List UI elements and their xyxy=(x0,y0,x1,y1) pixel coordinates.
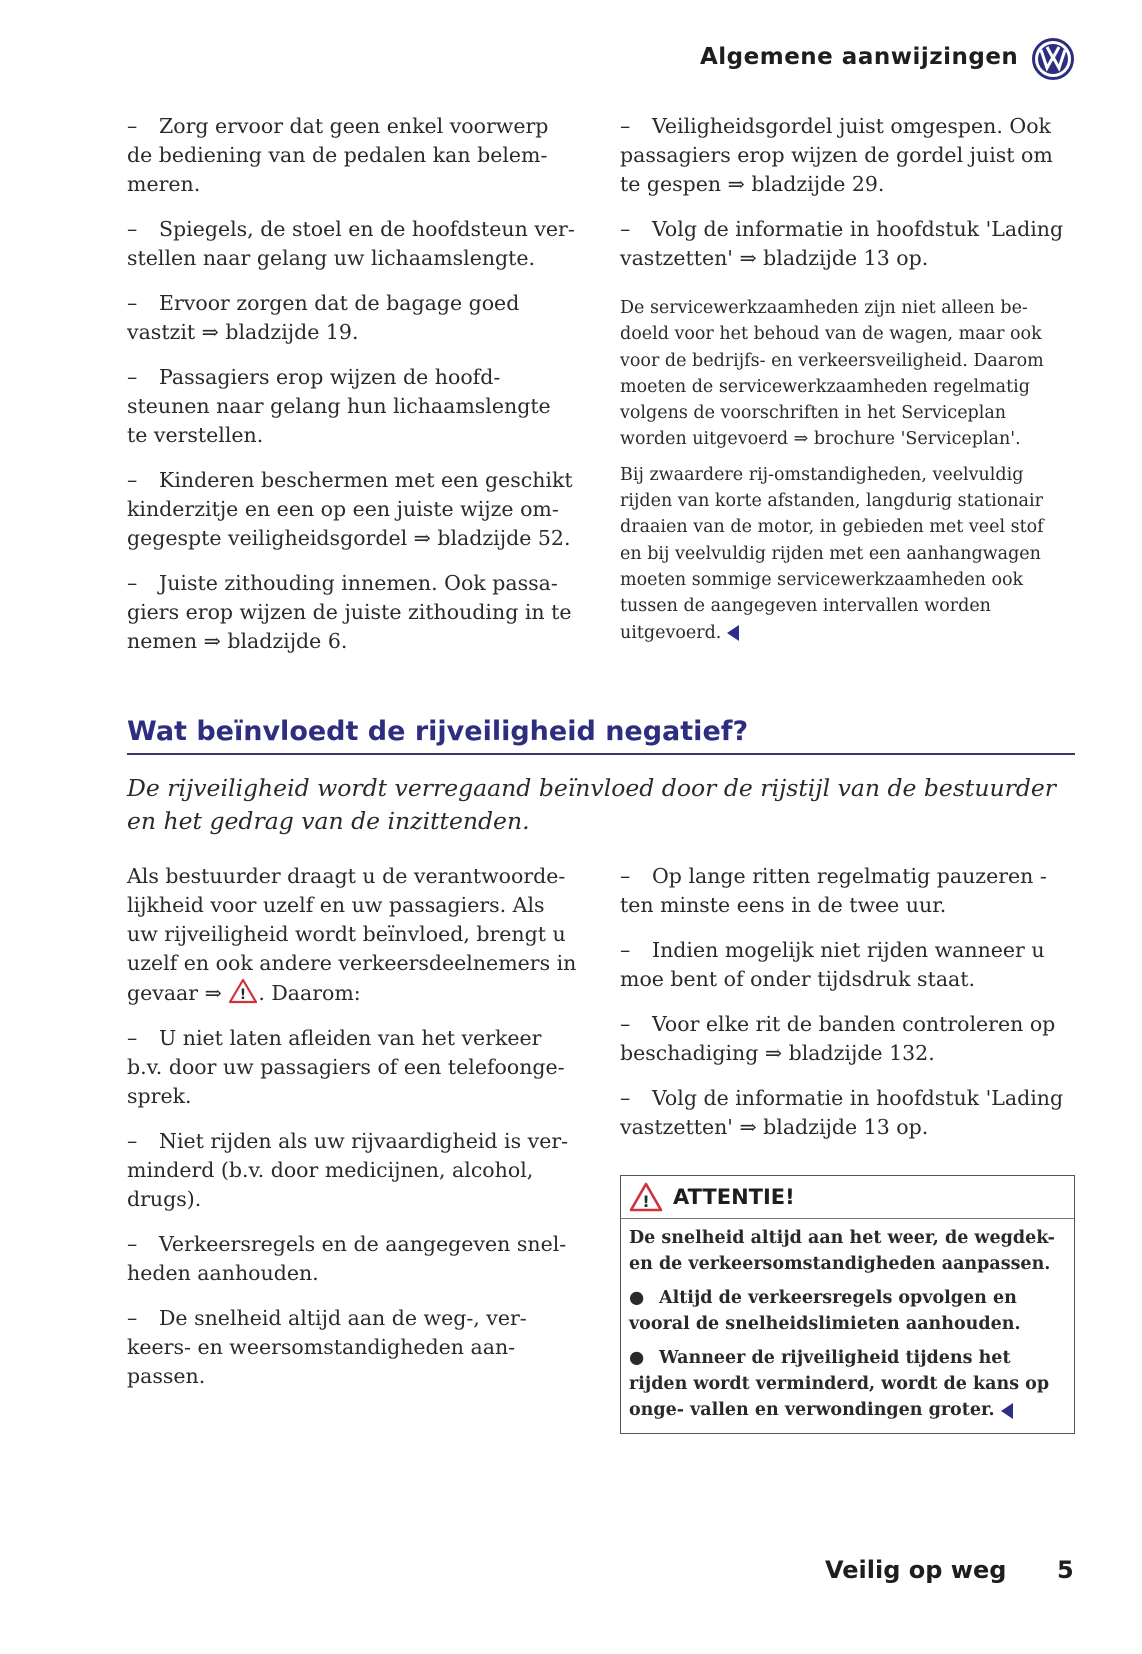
list-item: – Kinderen beschermen met een geschikt kinderzitje en een op een juiste wijze om- gegespte veiligheidsgordel ⇒ bladzijde 52. xyxy=(127,468,573,550)
list-item: – Spiegels, de stoel en de hoofdsteun ver- stellen naar gelang uw lichaamslengte. xyxy=(127,217,575,270)
list-item: – Juiste zithouding innemen. Ook passa- giers erop wijzen de juiste zithouding in te nemen ⇒ bladzijde 6. xyxy=(127,571,572,653)
list-item: – Niet rijden als uw rijvaardigheid is ver- minderd (b.v. door medicijnen, alcohol, drugs). xyxy=(127,1129,569,1211)
top-right-column xyxy=(620,112,1070,655)
list-item: – Veiligheidsgordel juist omgespen. Ook passagiers erop wijzen de gordel juist om te gespen ⇒ bladzijde 29. xyxy=(620,114,1053,196)
list-item: – Ervoor zorgen dat de bagage goed vastzit ⇒ bladzijde 19. xyxy=(127,291,520,344)
vw-logo-icon xyxy=(1032,38,1074,80)
service-note: De servicewerkzaamheden zijn niet alleen be- doeld voor het behoud van de wagen, maar ook voor de bedrijfs- en verkeersveiligheid. Daarom moeten de servicewerkzaamheden regelmatig volgens de voorschriften in het Serviceplan worden uitgevoerd ⇒ brochure 'Serviceplan'. xyxy=(620,298,1044,450)
list-item: – Voor elke rit de banden controleren op beschadiging ⇒ bladzijde 132. xyxy=(620,1012,1056,1065)
attentie-bullet: ● Altijd de verkeersregels opvolgen en vooral de snelheidslimieten aanhouden. xyxy=(629,1285,1066,1337)
svg-text:!: ! xyxy=(240,987,247,1003)
list-item: – Volg de informatie in hoofdstuk 'Lading vastzetten' ⇒ bladzijde 13 op. xyxy=(620,217,1064,270)
list-item: – Op lange ritten regelmatig pauzeren - ten minste eens in de twee uur. xyxy=(620,864,1047,917)
attentie-intro: De snelheid altijd aan het weer, de wegdek- en de verkeersomstandigheden aanpassen. xyxy=(629,1228,1055,1274)
list-item: – Zorg ervoor dat geen enkel voorwerp de bediening van de pedalen kan belem- meren. xyxy=(127,114,549,196)
section-title: Wat beïnvloedt de rijveiligheid negatief? xyxy=(127,716,1075,755)
attentie-bullet: ● Wanneer de rijveiligheid tijdens het rijden wordt verminderd, wordt de kans op onge- vallen en verwondingen groter. xyxy=(629,1345,1066,1423)
end-of-section-icon xyxy=(727,625,739,641)
list-item: – Verkeersregels en de aangegeven snel- heden aanhouden. xyxy=(127,1232,567,1285)
attentie-body xyxy=(621,1219,1074,1433)
lead-paragraph: Als bestuurder draagt u de verantwoorde- lijkheid voor uzelf en uw passagiers. Als uw rijveiligheid wordt beïnvloed, brengt u uzelf en ook andere verkeersdeelnemers in gevaar ⇒ ! . Daarom: xyxy=(127,864,577,1005)
page-header xyxy=(0,38,1142,88)
attentie-header xyxy=(621,1176,1074,1219)
footer-chapter-title: Veilig op weg xyxy=(825,1556,1007,1584)
svg-text:!: ! xyxy=(642,1192,650,1211)
section-intro: De rijveiligheid wordt verregaand beïnvloed door de rijstijl van de bestuurder en het gedrag van de inzittenden. xyxy=(127,774,1057,835)
bottom-left-column xyxy=(127,862,577,1407)
service-note: Bij zwaardere rij-omstandigheden, veelvuldig rijden van korte afstanden, langdurig stationair draaien van de motor, in gebieden met veel stof en bij veelvuldig rijden met een aanhangwagen moeten sommige servicewerkzaamheden ook tussen de aangegeven intervallen worden uitgevoerd. xyxy=(620,464,1044,643)
attentie-title: ATTENTIE! xyxy=(673,1185,795,1209)
warning-triangle-icon xyxy=(629,1182,663,1212)
list-item: – U niet laten afleiden van het verkeer b.v. door uw passagiers of een telefoonge- sprek. xyxy=(127,1026,565,1108)
bullet-icon: ● xyxy=(629,1288,645,1308)
end-of-section-icon xyxy=(1001,1403,1013,1419)
page-number: 5 xyxy=(1057,1556,1074,1584)
list-item: – Volg de informatie in hoofdstuk 'Lading vastzetten' ⇒ bladzijde 13 op. xyxy=(620,1086,1064,1139)
list-item: – Passagiers erop wijzen de hoofd- steunen naar gelang hun lichaamslengte te verstellen. xyxy=(127,365,551,447)
bottom-right-column xyxy=(620,862,1070,1158)
header-title: Algemene aanwijzingen xyxy=(700,44,1019,70)
bullet-icon: ● xyxy=(629,1348,645,1368)
list-item: – Indien mogelijk niet rijden wanneer u moe bent of onder tijdsdruk staat. xyxy=(620,938,1045,991)
warning-triangle-icon xyxy=(228,978,258,1004)
top-left-column xyxy=(127,112,577,672)
list-item: – De snelheid altijd aan de weg-, ver- keers- en weersomstandigheden aan- passen. xyxy=(127,1306,527,1388)
attentie-warning-box xyxy=(620,1175,1075,1434)
